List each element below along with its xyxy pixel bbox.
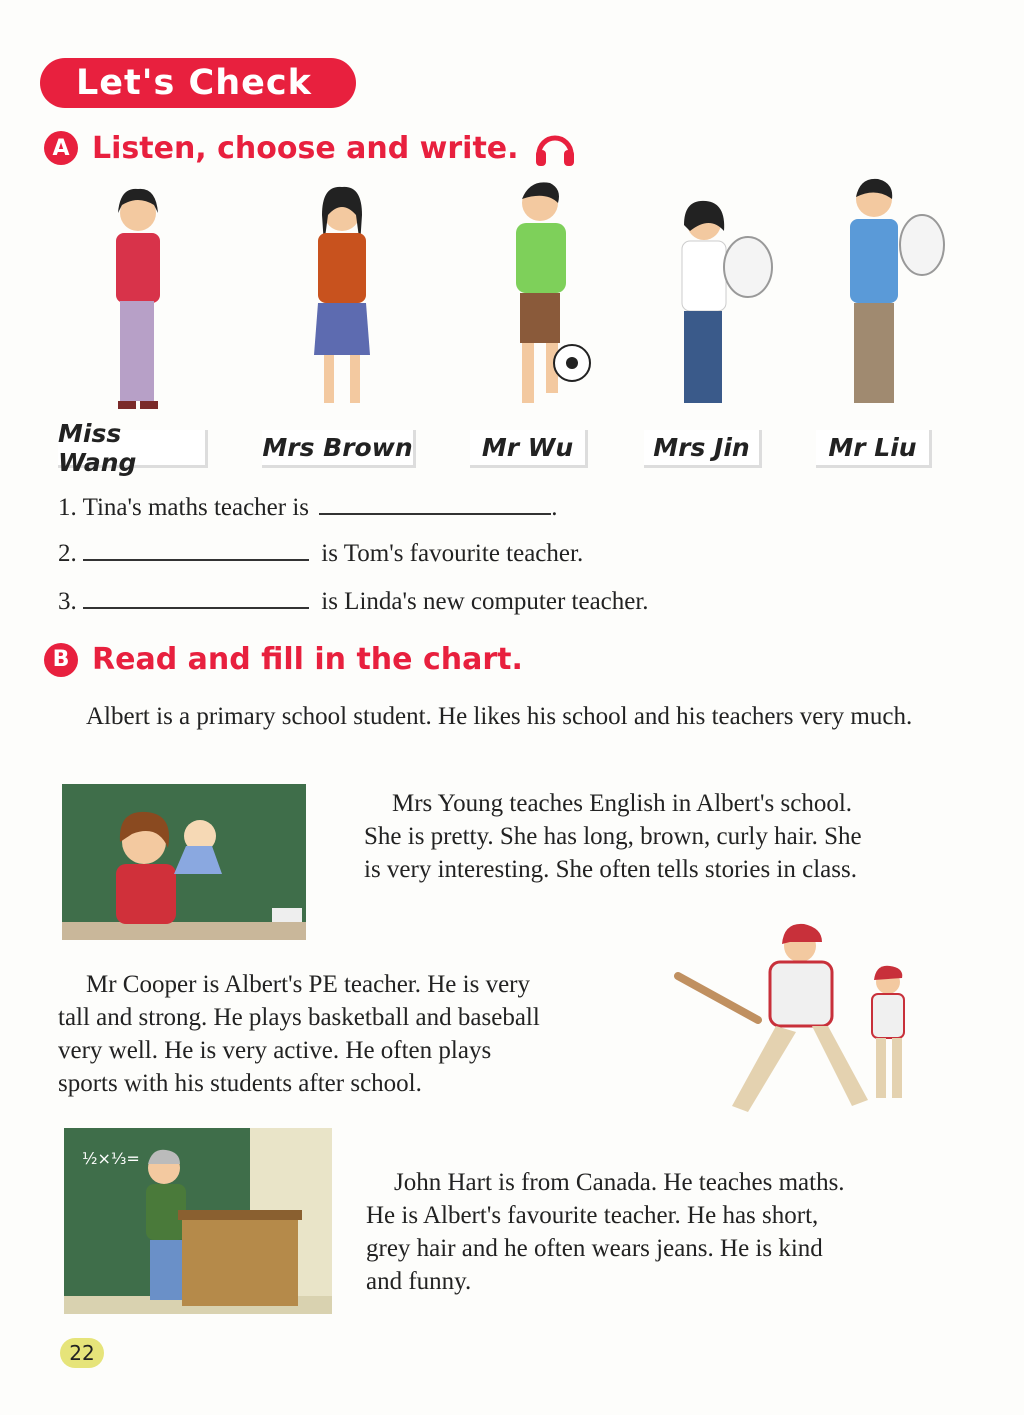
mr-wu-figure <box>516 182 590 403</box>
teachers-illustration <box>60 175 960 425</box>
svg-text:½×⅓=: ½×⅓= <box>82 1149 140 1168</box>
mrs-young-picture <box>62 784 306 940</box>
john-hart-picture <box>64 1128 332 1314</box>
lets-check-banner <box>40 58 356 108</box>
section-b-heading <box>44 642 523 677</box>
question-3: 3. is Linda's new computer teacher. <box>58 588 649 615</box>
miss-wang-figure <box>116 189 160 409</box>
answer-blank-3[interactable] <box>83 589 309 609</box>
name-card-mr-liu: Mr Liu <box>816 430 932 468</box>
section-a-letter: A <box>44 131 78 165</box>
question-1: 1. Tina's maths teacher is . <box>58 494 558 521</box>
section-a-heading <box>44 128 577 168</box>
baseball-picture <box>672 916 932 1136</box>
mrs-jin-figure <box>682 201 772 403</box>
answer-blank-1[interactable] <box>319 495 551 515</box>
mr-liu-figure <box>850 179 944 403</box>
section-b-instruction: Read and fill in the chart. <box>92 642 523 677</box>
mrs-brown-figure <box>314 187 370 403</box>
john-hart-paragraph: John Hart is from Canada. He teaches maths. He is Albert's favourite teacher. He has short, grey hair and he often wears jeans. He is kind and funny. <box>366 1169 845 1295</box>
name-card-mrs-jin: Mrs Jin <box>644 430 762 468</box>
page-number: 22 <box>60 1338 104 1368</box>
section-b-letter: B <box>44 643 78 677</box>
banner-title: Let's Check <box>76 63 312 103</box>
mr-cooper-paragraph: Mr Cooper is Albert's PE teacher. He is very tall and strong. He plays basketball and baseball very well. He is very active. He often plays sports with his students after school. <box>58 971 540 1097</box>
intro-paragraph: Albert is a primary school student. He likes his school and his teachers very much. <box>86 703 913 730</box>
mrs-young-paragraph: Mrs Young teaches English in Albert's school. She is pretty. She has long, brown, curly hair. She is very interesting. She often tells stories in class. <box>364 790 862 883</box>
question-2: 2. is Tom's favourite teacher. <box>58 540 584 567</box>
name-card-miss-wang: Miss Wang <box>58 430 208 468</box>
name-card-mrs-brown: Mrs Brown <box>262 430 416 468</box>
section-a-instruction: Listen, choose and write. <box>92 130 519 166</box>
headphones-icon <box>533 128 577 168</box>
answer-blank-2[interactable] <box>83 541 309 561</box>
name-card-mr-wu: Mr Wu <box>470 430 588 468</box>
